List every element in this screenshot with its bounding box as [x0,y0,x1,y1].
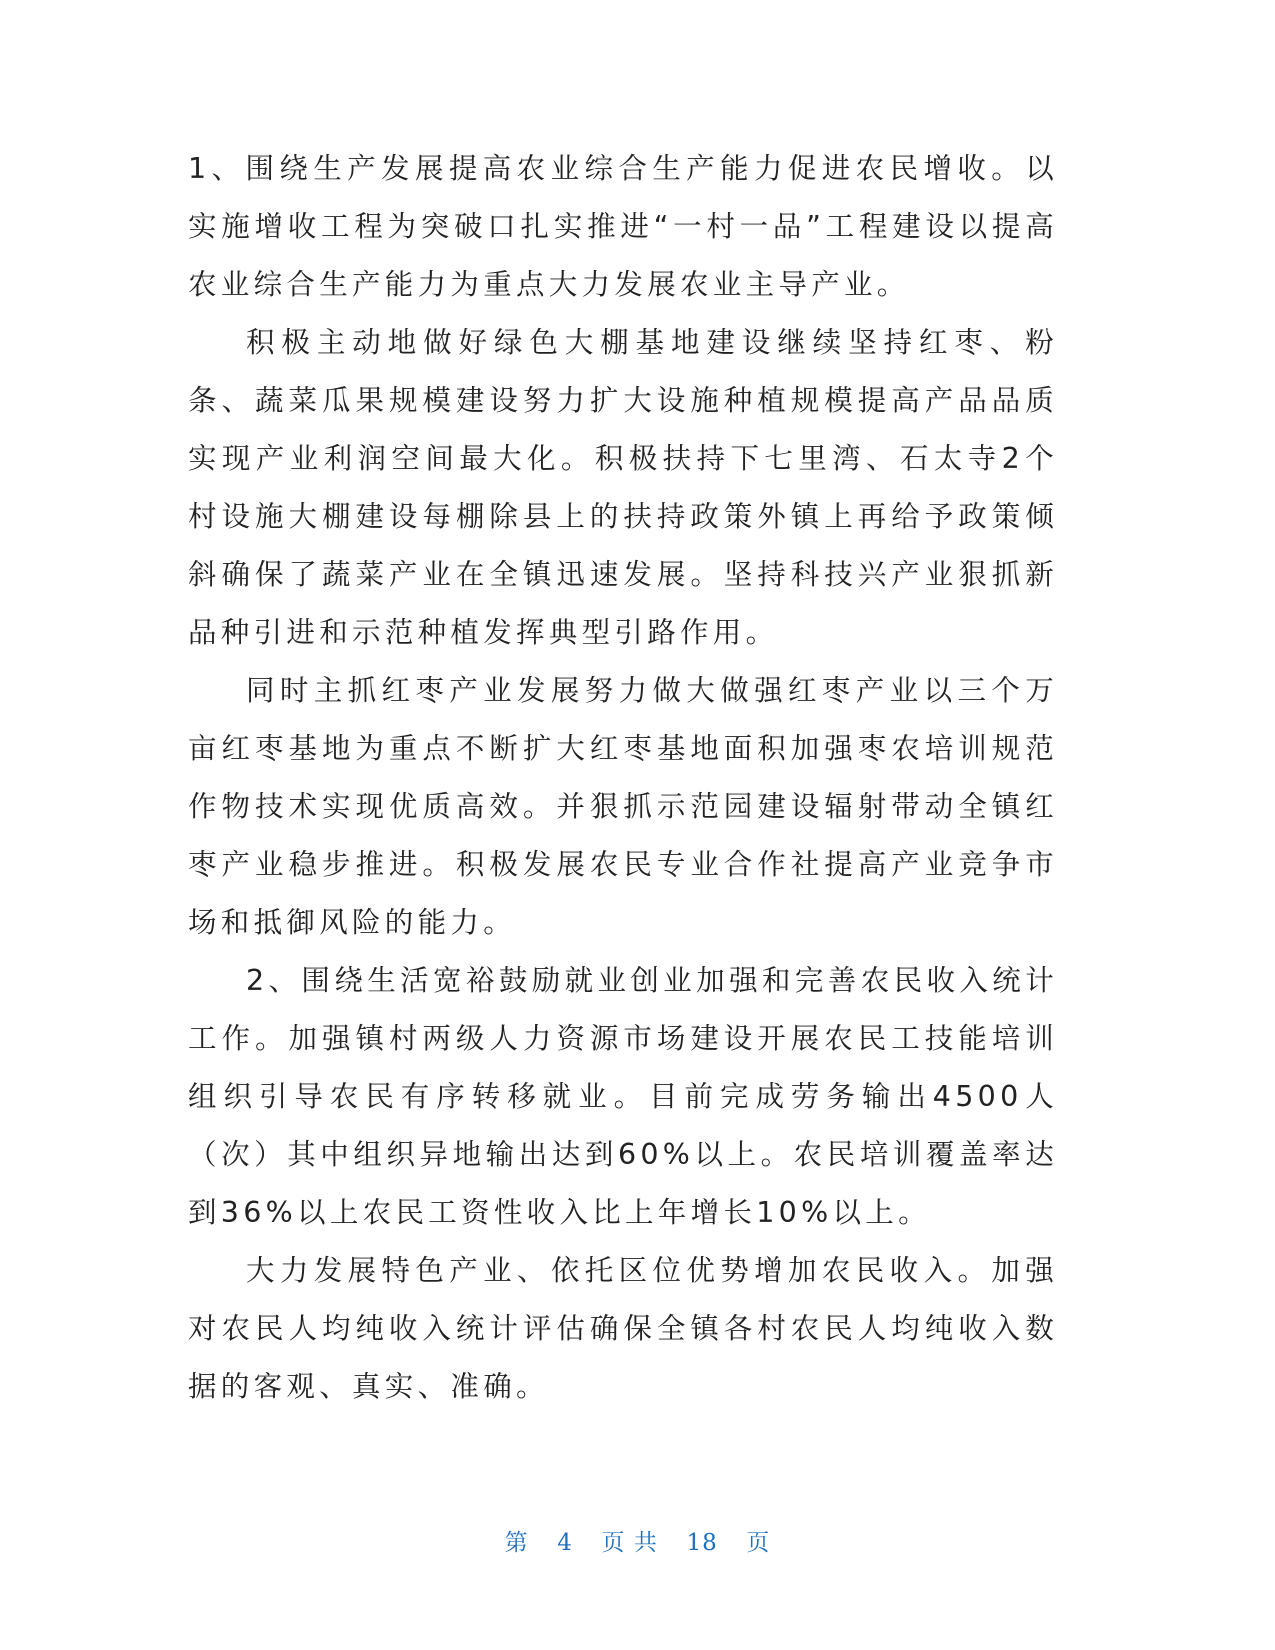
paragraph-3: 同时主抓红枣产业发展努力做大做强红枣产业以三个万亩红枣基地为重点不断扩大红枣基地面积加强枣农培训规范作物技术实现优质高效。并狠抓示范园建设辐射带动全镇红枣产业稳步推进。积极发展农民专业合作社提高产业竞争市场和抵御风险的能力。 [188,674,1058,939]
paragraph-1: 1、围绕生产发展提高农业综合生产能力促进农民增收。以实施增收工程为突破口扎实推进“一村一品”工程建设以提高农业综合生产能力为重点大力发展农业主导产业。 [188,152,1058,301]
footer-current-page: 4 [557,1530,573,1556]
paragraph-2: 积极主动地做好绿色大棚基地建设继续坚持红枣、粉条、蔬菜瓜果规模建设努力扩大设施种植规模提高产品品质实现产业利润空间最大化。积极扶持下七里湾、石太寺2个村设施大棚建设每棚除县上的扶持政策外镇上再给予政策倾斜确保了蔬菜产业在全镇迅速发展。坚持科技兴产业狠抓新品种引进和示范种植发挥典型引路作用。 [188,326,1058,649]
document-body [188,140,1058,1416]
paragraph-4: 2、围绕生活宽裕鼓励就业创业加强和完善农民收入统计工作。加强镇村两级人力资源市场建设开展农民工技能培训组织引导农民有序转移就业。目前完成劳务输出4500人（次）其中组织异地输出达到60%以上。农民培训覆盖率达到36%以上农民工资性收入比上年增长10%以上。 [188,964,1058,1229]
footer-prefix: 第 [504,1530,529,1556]
footer-middle: 页 共 [601,1530,658,1556]
footer-suffix: 页 [746,1530,771,1556]
paragraph-5: 大力发展特色产业、依托区位优势增加农民收入。加强对农民人均纯收入统计评估确保全镇各村农民人均纯收入数据的客观、真实、准确。 [188,1254,1058,1403]
page-footer [0,1524,1275,1557]
footer-total-pages: 18 [686,1530,718,1556]
